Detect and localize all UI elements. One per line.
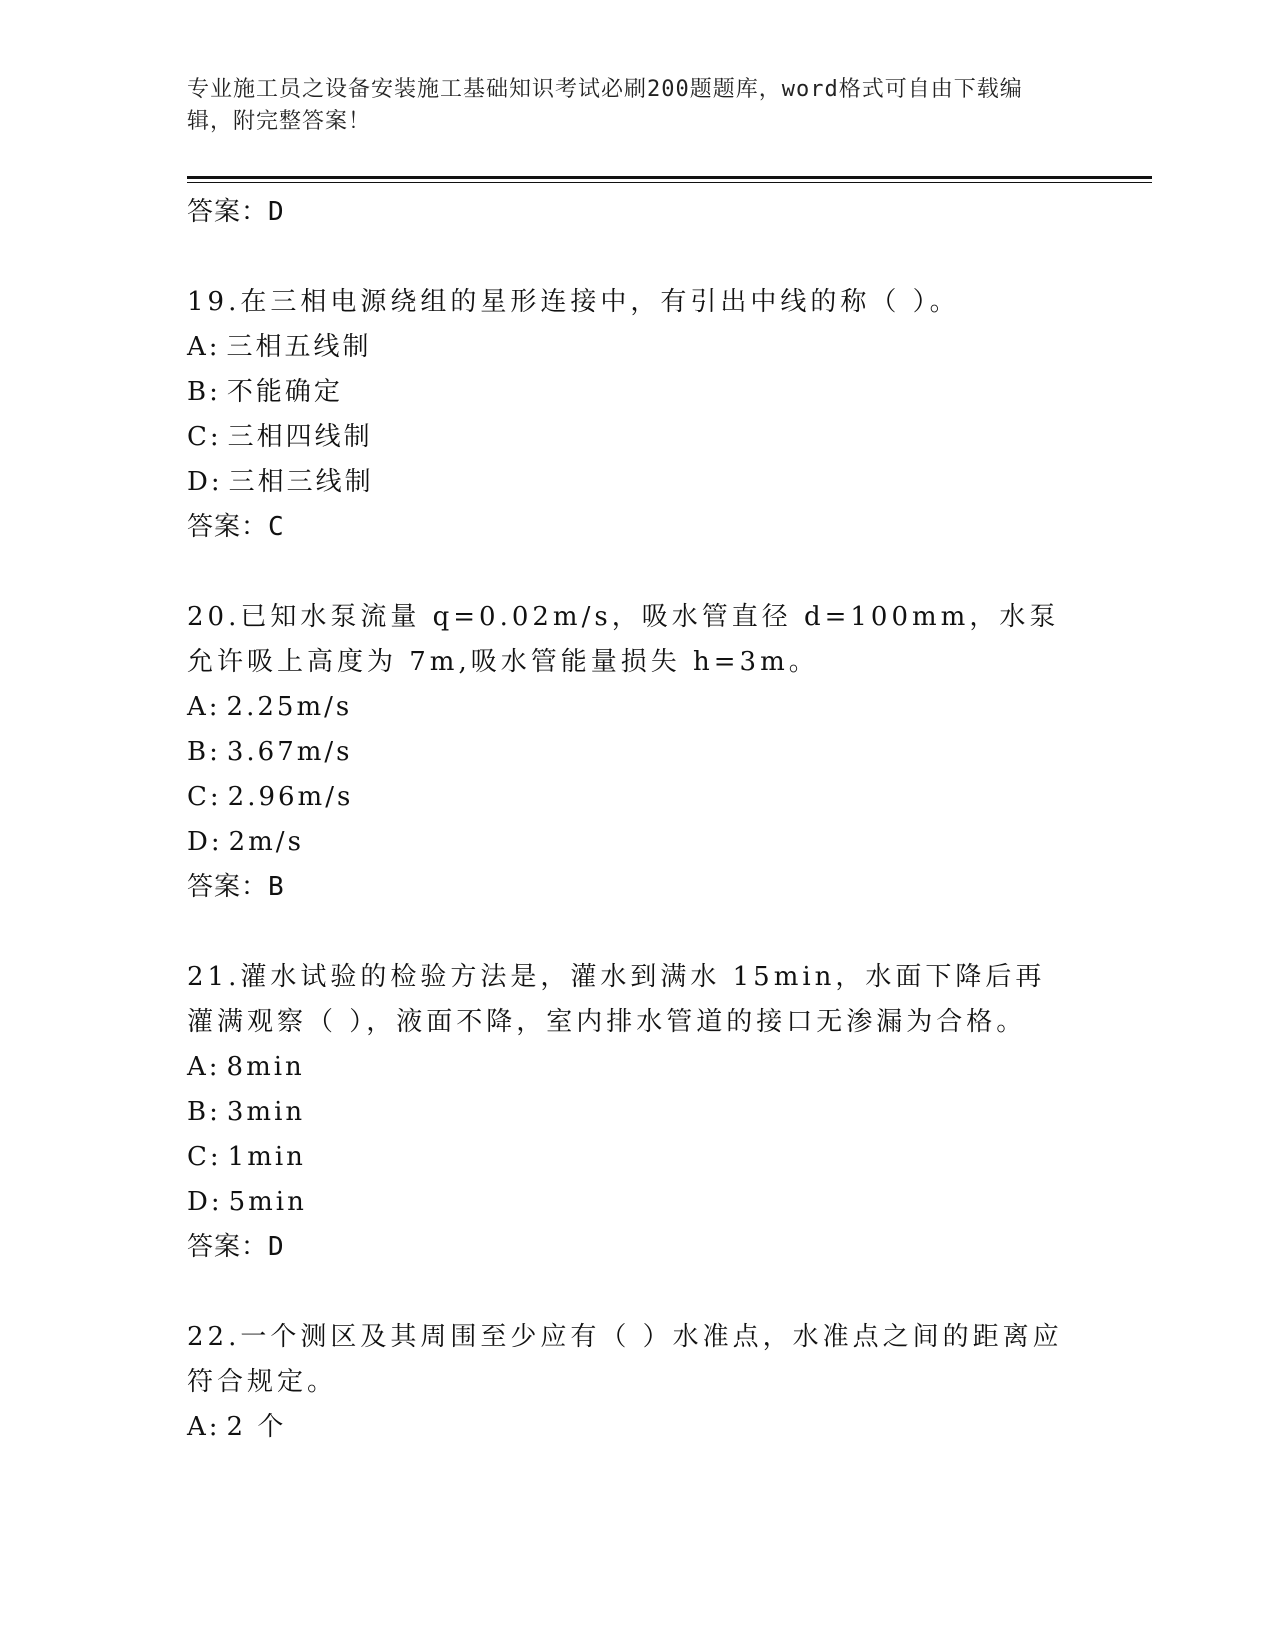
option-letter: C:	[187, 1142, 222, 1172]
answer-line: 答案：D	[187, 197, 285, 227]
document-header: 专业施工员之设备安装施工基础知识考试必刷200题题库，word格式可自由下载编辑，附完整答案！	[187, 77, 1023, 134]
option-b	[187, 1090, 1067, 1135]
option-c	[187, 1135, 1067, 1180]
option-d	[187, 820, 1067, 865]
option-text: 不能确定	[226, 377, 343, 407]
option-letter: D:	[187, 1187, 223, 1217]
option-text: 3min	[226, 1097, 306, 1127]
option-letter: B:	[187, 377, 221, 407]
option-a	[187, 1045, 1067, 1090]
option-text: 2.25m/s	[226, 692, 353, 722]
option-text: 8min	[226, 1052, 305, 1082]
option-letter: B:	[187, 1097, 221, 1127]
option-text: 2m/s	[228, 827, 304, 857]
option-letter: A:	[187, 692, 221, 722]
option-text: 三相三线制	[228, 467, 374, 497]
option-b	[187, 730, 1067, 775]
question-list	[187, 190, 1067, 1450]
question-block	[187, 595, 1067, 909]
question-block	[187, 1315, 1067, 1450]
option-text: 三相四线制	[227, 422, 373, 452]
option-letter: C:	[187, 422, 222, 452]
option-text: 2 个	[226, 1412, 287, 1442]
answer-line: 答案：B	[187, 872, 285, 902]
option-letter: A:	[187, 332, 221, 362]
option-a	[187, 1405, 1067, 1450]
option-letter: C:	[187, 782, 222, 812]
option-text: 5min	[228, 1187, 307, 1217]
answer-line: 答案：C	[187, 512, 285, 542]
option-letter: A:	[187, 1052, 221, 1082]
question-stem: 22.一个测区及其周围至少应有（ ）水准点，水准点之间的距离应符合规定。	[187, 1322, 1063, 1397]
option-d	[187, 1180, 1067, 1225]
option-a	[187, 685, 1067, 730]
option-c	[187, 775, 1067, 820]
option-b	[187, 370, 1067, 415]
option-d	[187, 460, 1067, 505]
answer-line: 答案：D	[187, 1232, 285, 1262]
question-block	[187, 955, 1067, 1269]
option-c	[187, 415, 1067, 460]
option-text: 2.96m/s	[227, 782, 354, 812]
option-text: 三相五线制	[226, 332, 372, 362]
option-text: 3.67m/s	[226, 737, 353, 767]
header-divider-thin	[187, 182, 1152, 183]
question-stem: 19.在三相电源绕组的星形连接中，有引出中线的称（ ）。	[187, 287, 960, 317]
question-stem: 20.已知水泵流量 q=0.02m/s，吸水管直径 d=100mm，水泵允许吸上高度为 7m,吸水管能量损失 h=3m。	[187, 602, 1060, 677]
option-a	[187, 325, 1067, 370]
question-stem: 21.灌水试验的检验方法是，灌水到满水 15min，水面下降后再灌满观察（ ），液面不降，室内排水管道的接口无渗漏为合格。	[187, 962, 1046, 1037]
header-divider-thick	[187, 176, 1152, 179]
option-text: 1min	[227, 1142, 306, 1172]
question-block	[187, 280, 1067, 549]
option-letter: B:	[187, 737, 221, 767]
option-letter: D:	[187, 827, 223, 857]
option-letter: D:	[187, 467, 223, 497]
option-letter: A:	[187, 1412, 221, 1442]
